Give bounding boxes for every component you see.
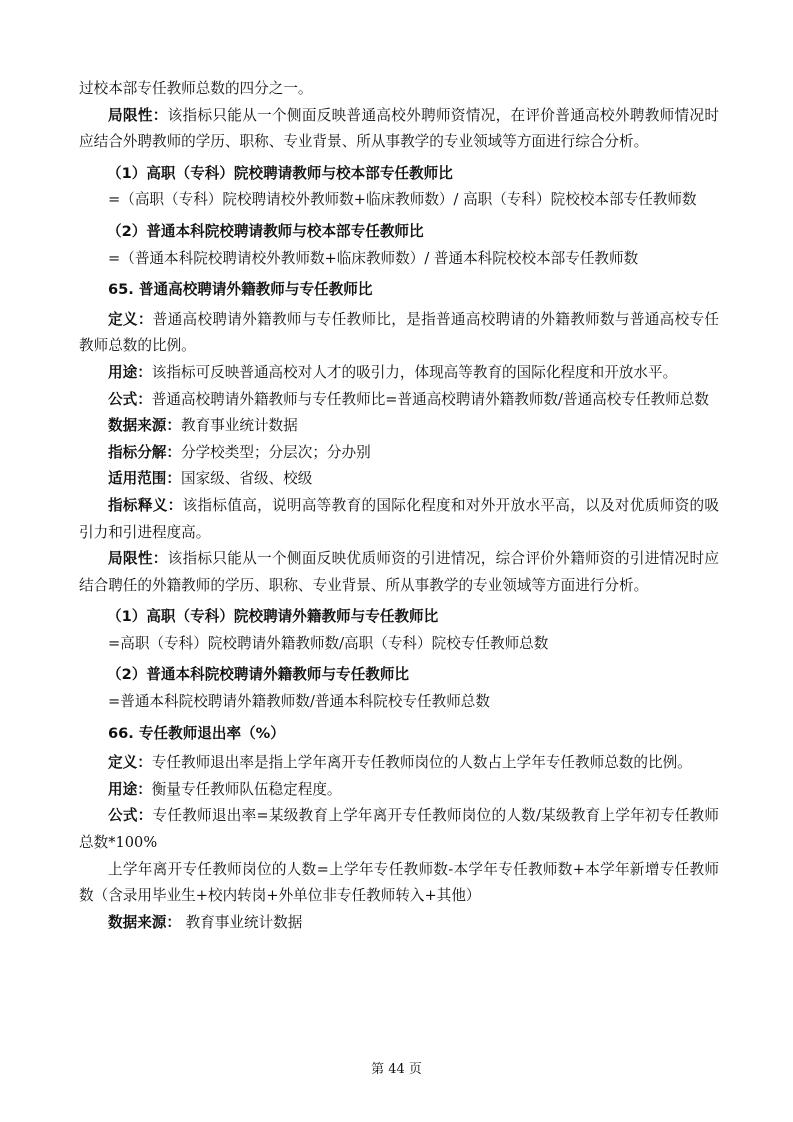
paragraph-continuation: 过校本部专任教师总数的四分之一。: [79, 80, 313, 97]
term-label: 用途：: [108, 780, 152, 798]
paragraph-data-source: 数据来源： 教育事业统计数据: [108, 913, 303, 931]
paragraph-limitation: 局限性：该指标只能从一个侧面反映优质师资的引进情况，综合评价外籍师资的引进情况时应结合聘任的外籍教师的学历、职称、专业背景、所从事教学的专业领域等方面进行分析。: [79, 550, 719, 594]
term-label: 适用范围：: [108, 470, 181, 488]
term-label: 公式：: [108, 807, 153, 825]
paragraph-usage: 用途：衡量专任教师队伍稳定程度。: [108, 780, 342, 798]
paragraph-scope: 适用范围：国家级、省级、校级: [108, 470, 313, 488]
formula-line: =普通本科院校聘请外籍教师数/普通本科院校专任教师总数: [108, 693, 490, 711]
paragraph-definition: 定义：专任教师退出率是指上学年离开专任教师岗位的人数占上学年专任教师总数的比例。: [108, 754, 692, 772]
term-label: 指标释义：: [108, 496, 183, 514]
paragraph-usage: 用途：该指标可反映普通高校对人才的吸引力，体现高等教育的国际化程度和开放水平。: [108, 363, 678, 381]
section-heading-66: 66. 专任教师退出率（%）: [108, 724, 285, 742]
term-label: 数据来源：: [108, 417, 181, 435]
term-label: 数据来源：: [108, 913, 181, 931]
term-label: 局限性：: [108, 550, 168, 568]
paragraph-limitation: 局限性：该指标只能从一个侧面反映普通高校外聘师资情况，在评价普通高校外聘教师情况时应结合外聘教师的学历、职称、专业背景、所从事教学的专业领域等方面进行综合分析。: [79, 106, 719, 151]
subheading: （2）普通本科院校聘请外籍教师与专任教师比: [107, 666, 410, 684]
term-label: 定义：: [108, 310, 153, 328]
subheading: （1）高职（专科）院校聘请教师与校本部专任教师比: [107, 164, 453, 182]
subheading: （2）普通本科院校聘请教师与校本部专任教师比: [107, 222, 424, 240]
section-heading-65: 65. 普通高校聘请外籍教师与专任教师比: [108, 281, 373, 299]
paragraph-interpretation: 指标释义：该指标值高，说明高等教育的国际化程度和对外开放水平高，以及对优质师资的吸引力和引进程度高。: [79, 496, 719, 541]
term-label: 局限性：: [108, 106, 168, 124]
term-label: 用途：: [108, 363, 152, 381]
formula-line: =（高职（专科）院校聘请校外教师数+临床教师数）/ 高职（专科）院校校本部专任教师数: [108, 191, 697, 209]
paragraph-formula: 公式：专任教师退出率=某级教育上学年离开专任教师岗位的人数/某级教育上学年初专任教师总数*100%: [79, 807, 719, 852]
document-body: [79, 76, 719, 936]
paragraph-formula-detail: 上学年离开专任教师岗位的人数=上学年专任教师数-本学年专任教师数+本学年新增专任教师数（含录用毕业生+校内转岗+外单位非专任教师转入+其他）: [79, 860, 719, 905]
paragraph-formula: 公式：普通高校聘请外籍教师与专任教师比=普通高校聘请外籍教师数/普通高校专任教师总数: [108, 390, 709, 408]
term-label: 定义：: [108, 754, 152, 772]
paragraph-definition: 定义：普通高校聘请外籍教师与专任教师比，是指普通高校聘请的外籍教师数与普通高校专任教师总数的比例。: [79, 310, 719, 355]
page-number: 第 44 页: [371, 1062, 422, 1077]
formula-line: =（普通本科院校聘请校外教师数+临床教师数）/ 普通本科院校校本部专任教师数: [108, 249, 639, 267]
term-label: 公式：: [108, 390, 152, 408]
subheading: （1）高职（专科）院校聘请外籍教师与专任教师比: [107, 608, 439, 626]
term-label: 指标分解：: [108, 443, 181, 461]
paragraph-data-source: 数据来源：教育事业统计数据: [108, 417, 298, 435]
paragraph-breakdown: 指标分解：分学校类型；分层次；分办别: [108, 443, 371, 461]
formula-line: =高职（专科）院校聘请外籍教师数/高职（专科）院校专任教师总数: [108, 634, 549, 652]
